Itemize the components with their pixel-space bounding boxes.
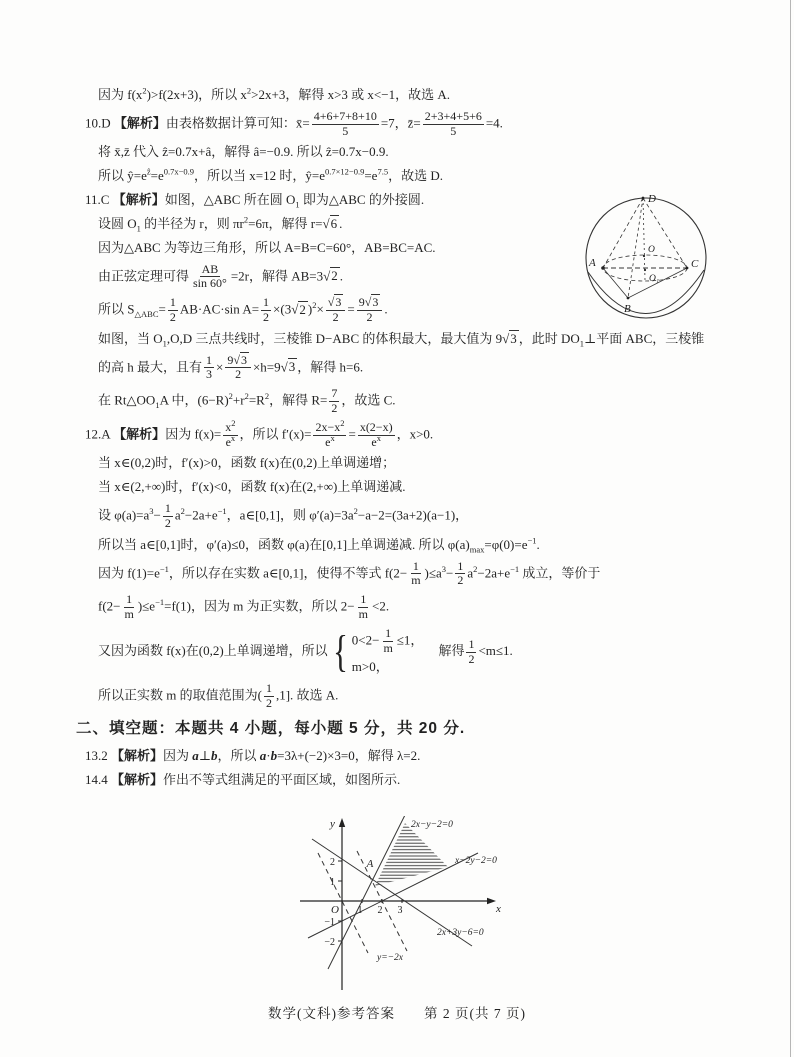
sphere-label-d: D [648, 193, 656, 205]
answer-line-23: 13.2 【解析】因为 a⊥b，所以 a·b=3λ+(−2)×3=0，解得 λ=2. [85, 748, 421, 764]
x-tick-2: 2 [377, 905, 383, 916]
y-tick-neg2: −2 [324, 937, 335, 948]
y-axis-label: y [330, 818, 335, 830]
answer-line-12: 在 $Rt\triangle OO_1A$ 中，$(6-R)^2+r^2=R^2$，解得 R= $\frac{7}{2}$ ，故选 C. [98, 386, 396, 416]
y-axis-arrow [339, 818, 345, 827]
answer-line-4: 所以 $ŷ=e^ẑ=e^{0.7x-0.9}$，所以当 x=12 时，$ŷ=e^{0.7\times 12-0.9}=e^{7.5}$，故选 D. [98, 166, 443, 184]
line-2x-y-2 [328, 816, 405, 969]
point-a-label: A [366, 858, 374, 870]
origin-label: O [331, 904, 339, 916]
sphere-diagram [578, 190, 768, 345]
sphere-label-c: C [691, 258, 699, 270]
answer-line-24: 14.4 【解析】作出不等式组满足的平面区域，如图所示. [85, 772, 401, 788]
answer-line-19: f(2− $\frac{1}{m}$ )$\le e^{-1}=f(1)$，因为 m 为正实数，所以 2− $\frac{1}{m}$ <2. [98, 592, 390, 621]
x-tick-1: 1 [357, 905, 363, 916]
answer-line-13: 12.A 【解析】因为 f(x)= $\frac{x^2}{e^x}$ ，所以 f′(x)= $\frac{2x-x^2}{e^x}$ = $\frac{x(2-x)}{e^x}$ ，x>0. [85, 417, 434, 449]
answer-line-1: 因为 $f(x^2)>f(2x+3)$，所以 $x^2>2x+3$，解得 x>3 或 x<−1，故选 A. [98, 85, 450, 102]
x-axis-label: x [496, 903, 501, 915]
scan-edge-artifact [790, 0, 791, 1057]
sphere-label-a: A [589, 257, 596, 269]
answer-line-14: 当 x∈(0,2)时，f′(x)>0，函数 f(x)在(0,2)上单调递增； [98, 455, 396, 471]
x-tick-3: 3 [397, 905, 403, 916]
sphere-label-o: O [648, 245, 655, 255]
graph-line-label-gentle: x−2y−2=0 [455, 856, 497, 866]
y-tick-1: 1 [330, 877, 335, 888]
feasible-region [375, 823, 448, 886]
linear-programming-diagram [290, 816, 530, 1006]
answer-line-8: 由正弦定理可得 $\frac{AB}{\sin 60^\circ}$ =2r，解得 AB=3√2 . [98, 261, 344, 291]
answer-line-6: 设圆 $O_1$ 的半径为 r，则 $\pi r^2=6\pi$，解得 r=√6 . [98, 214, 343, 234]
answer-line-5: 11.C 【解析】如图，△ABC 所在圆 $O_1$ 即为△ABC 的外接圆. [85, 192, 425, 210]
sphere-label-o1: O₁ [649, 274, 660, 284]
answer-line-15: 当 x∈(2,+∞)时，f′(x)<0，函数 f(x)在(2,+∞)上单调递减. [98, 479, 406, 495]
answer-line-11: 的高 h 最大，且有 $\frac{1}{3}$ × $\frac{9√3}{2}$ ×h=9√3 ，解得 h=6. [98, 352, 364, 382]
sphere-label-b: B [624, 303, 631, 315]
answer-line-16: 设 $\varphi(a)=a^3-$ $\frac{1}{2}$ $a^2-2a+e^{-1}$，a∈[0,1]，则 $\varphi'(a)=3a^2-a-2=(3a+2)(a-1)$， [98, 501, 469, 530]
graph-line-label-dashed: y=−2x [377, 953, 404, 963]
answer-line-7: 因为△ABC 为等边三角形，所以 A=B=C=60°，AB=BC=AC. [98, 239, 436, 255]
y-tick-2: 2 [330, 857, 335, 868]
page-footer: 数学(文科)参考答案 第 2 页(共 7 页) [268, 1006, 526, 1021]
answer-line-9: 所以 $S_{\triangle ABC}=$ $\frac{1}{2}$ AB·AC·sin A= $\frac{1}{2}$ ×(3√2 )$^2$× $\frac{√3}{2}$ = $\frac{9√3}{2}$ . [98, 295, 388, 325]
answer-line-18: 因为 $f(1)=e^{-1}$，所以存在实数 a∈[0,1]，使得不等式 f(2− $\frac{1}{m}$ )$\le a^3-$ $\frac{1}{2}$ $a^2-2a+e^{-1}$ 成立，等价于 [98, 558, 601, 588]
y-tick-neg1: −1 [324, 917, 335, 928]
answer-line-17: 所以当 a∈[0,1]时，φ′(a)≤0，函数 φ(a)在[0,1]上单调递减. 所以 $\varphi(a)_{max}=\varphi(0)=e^{-1}$. [98, 535, 540, 555]
answer-line-2: 10.D 【解析】由表格数据计算可知：x̄= $\frac{4+6+7+8+10}{5}$ =7，z̄= $\frac{2+3+4+5+6}{5}$ =4. [85, 108, 503, 138]
answer-line-22: 二、填空题：本题共 4 小题，每小题 5 分，共 20 分. [76, 719, 466, 737]
graph-line-label-steep: 2x−y−2=0 [411, 820, 453, 830]
answer-line-20: 又因为函数 f(x)在(0,2)上单调递增，所以 { 0<2− $\frac{1}{m}$ ≤1， m>0， 解得 $\frac{1}{2}$ <m≤1. [98, 625, 513, 677]
graph-line-label-down: 2x+3y−6=0 [437, 928, 484, 938]
x-axis-arrow [487, 898, 496, 904]
answer-line-21: 所以正实数 m 的取值范围为( $\frac{1}{2}$ ,1]. 故选 A. [98, 681, 339, 711]
answer-line-10: 如图，当 $O_1,O,D$ 三点共线时，三棱锥 D−ABC 的体积最大，最大值为 9√3 ，此时 $DO_1\perp$平面 ABC，三棱锥 [98, 330, 705, 349]
answer-line-3: 将 x̄,z̄ 代入 ẑ=0.7x+â，解得 â=−0.9. 所以 ẑ=0.7x−0.9. [98, 144, 389, 160]
